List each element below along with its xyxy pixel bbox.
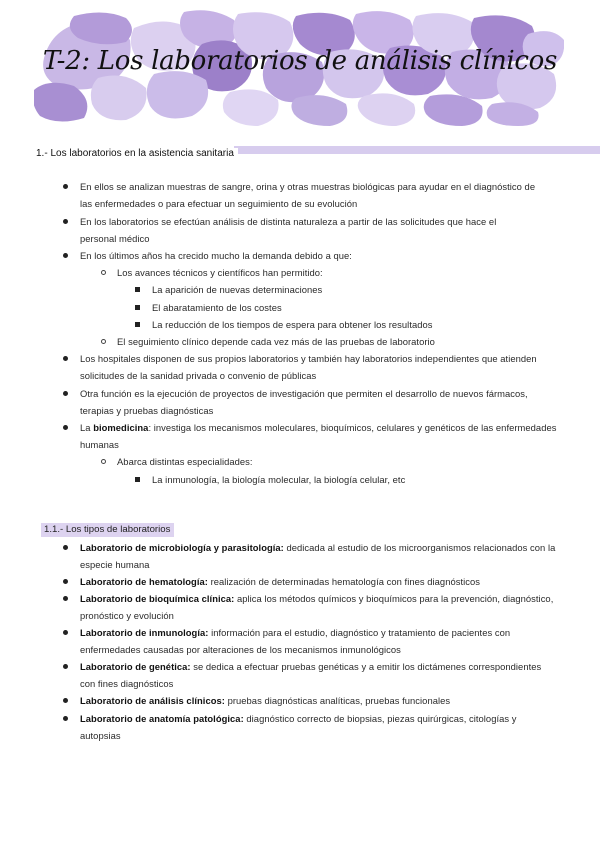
list-item — [80, 713, 517, 725]
list-item-cont: solicitudes de la sanidad privada o convenio de públicas — [80, 370, 317, 381]
list-item-text: realización de determinadas hematología con fines diagnósticos — [207, 576, 480, 587]
list-item-text: se dedica a efectuar pruebas genéticas y a emitir los dictámenes correspondientes — [190, 661, 542, 672]
list-item-text: aplica los métodos químicos y bioquímicos para la prevención, diagnóstico, — [234, 593, 554, 604]
bullet-square-icon — [135, 305, 140, 310]
list-item-term: Laboratorio de bioquímica clínica: — [80, 593, 235, 604]
list-item-term: Laboratorio de anatomía patológica: — [80, 713, 244, 724]
list-item-text: dedicada al estudio de los microorganismos relacionados con la — [283, 542, 556, 553]
bullet-disc-icon — [63, 253, 68, 258]
list-item-cont: con fines diagnósticos — [80, 678, 174, 689]
list-item-text: pruebas diagnósticas analíticas, pruebas funcionales — [224, 695, 451, 706]
list-item-term: Laboratorio de análisis clínicos: — [80, 695, 225, 706]
list-item-term: Laboratorio de inmunología: — [80, 627, 209, 638]
list-item-cont: autopsias — [80, 730, 121, 741]
list-item-text: diagnóstico correcto de biopsias, piezas quirúrgicas, citologías y — [243, 713, 517, 724]
bullet-square-icon — [135, 477, 140, 482]
list-item: En los últimos años ha crecido mucho la demanda debido a que: — [80, 250, 352, 261]
bullet-disc-icon — [63, 184, 68, 189]
list-item-term: biomedicina — [93, 422, 149, 433]
bullet-circle-icon — [101, 270, 106, 275]
section-1-heading-text: 1.- Los laboratorios en la asistencia sanitaria — [36, 148, 238, 159]
bullet-circle-icon — [101, 459, 106, 464]
bullet-disc-icon — [63, 596, 68, 601]
list-item-prefix: La — [80, 422, 94, 433]
section-1-heading — [36, 143, 600, 157]
list-item: La reducción de los tiempos de espera para obtener los resultados — [152, 319, 433, 330]
bullet-square-icon — [135, 287, 140, 292]
list-item — [80, 661, 541, 673]
list-item: Abarca distintas especialidades: — [117, 456, 253, 467]
bullet-disc-icon — [63, 356, 68, 361]
list-item: El abaratamiento de los costes — [152, 302, 282, 313]
section-2-heading: 1.1.- Los tipos de laboratorios — [41, 523, 174, 537]
list-item: Otra función es la ejecución de proyectos de investigación que permiten el desarrollo de nuevos fármacos, — [80, 388, 528, 399]
bullet-square-icon — [135, 322, 140, 327]
list-item-term: Laboratorio de hematología: — [80, 576, 208, 587]
bullet-disc-icon — [63, 630, 68, 635]
bullet-disc-icon — [63, 716, 68, 721]
list-item-cont: especie humana — [80, 559, 150, 570]
list-item-term: Laboratorio de genética: — [80, 661, 191, 672]
list-item — [80, 695, 450, 707]
list-item: Los hospitales disponen de sus propios laboratorios y también hay laboratorios independientes que atienden — [80, 353, 537, 364]
list-item-cont: personal médico — [80, 233, 150, 244]
list-item-text: información para el estudio, diagnóstico y tratamiento de pacientes con — [208, 627, 511, 638]
list-item-cont: pronóstico y evolución — [80, 610, 174, 621]
list-item: Los avances técnicos y científicos han permitido: — [117, 267, 323, 278]
bullet-circle-icon — [101, 339, 106, 344]
list-item-cont: enfermedades causadas por alteraciones de los mecanismos inmunológicos — [80, 644, 401, 655]
list-item — [80, 542, 555, 554]
list-item — [80, 422, 556, 434]
bullet-disc-icon — [63, 219, 68, 224]
page-title: T-2: Los laboratorios de análisis clínicos — [42, 46, 558, 76]
list-item — [80, 627, 510, 639]
list-item — [80, 576, 480, 588]
list-item: La inmunología, la biología molecular, la biología celular, etc — [152, 474, 406, 485]
bullet-disc-icon — [63, 391, 68, 396]
bullet-disc-icon — [63, 698, 68, 703]
list-item: La aparición de nuevas determinaciones — [152, 284, 323, 295]
list-item — [80, 593, 553, 605]
list-item-cont: terapias y pruebas diagnósticas — [80, 405, 214, 416]
section-1-heading-bar — [234, 146, 600, 154]
list-item-term: Laboratorio de microbiología y parasitología: — [80, 542, 284, 553]
list-item: En los laboratorios se efectúan análisis de distinta naturaleza a partir de las solicitudes que hace el — [80, 216, 497, 227]
list-item: En ellos se analizan muestras de sangre, orina y otras muestras biológicas para ayudar en el diagnóstico de — [80, 181, 536, 192]
bullet-disc-icon — [63, 579, 68, 584]
list-item-text: : investiga los mecanismos moleculares, bioquímicos, celulares y genéticos de las enfermedades — [148, 422, 557, 433]
bullet-disc-icon — [63, 664, 68, 669]
bullet-disc-icon — [63, 425, 68, 430]
list-item-cont: humanas — [80, 439, 119, 450]
bullet-disc-icon — [63, 545, 68, 550]
list-item-cont: las enfermedades o para efectuar un seguimiento de su evolución — [80, 198, 358, 209]
list-item: El seguimiento clínico depende cada vez más de las pruebas de laboratorio — [117, 336, 435, 347]
